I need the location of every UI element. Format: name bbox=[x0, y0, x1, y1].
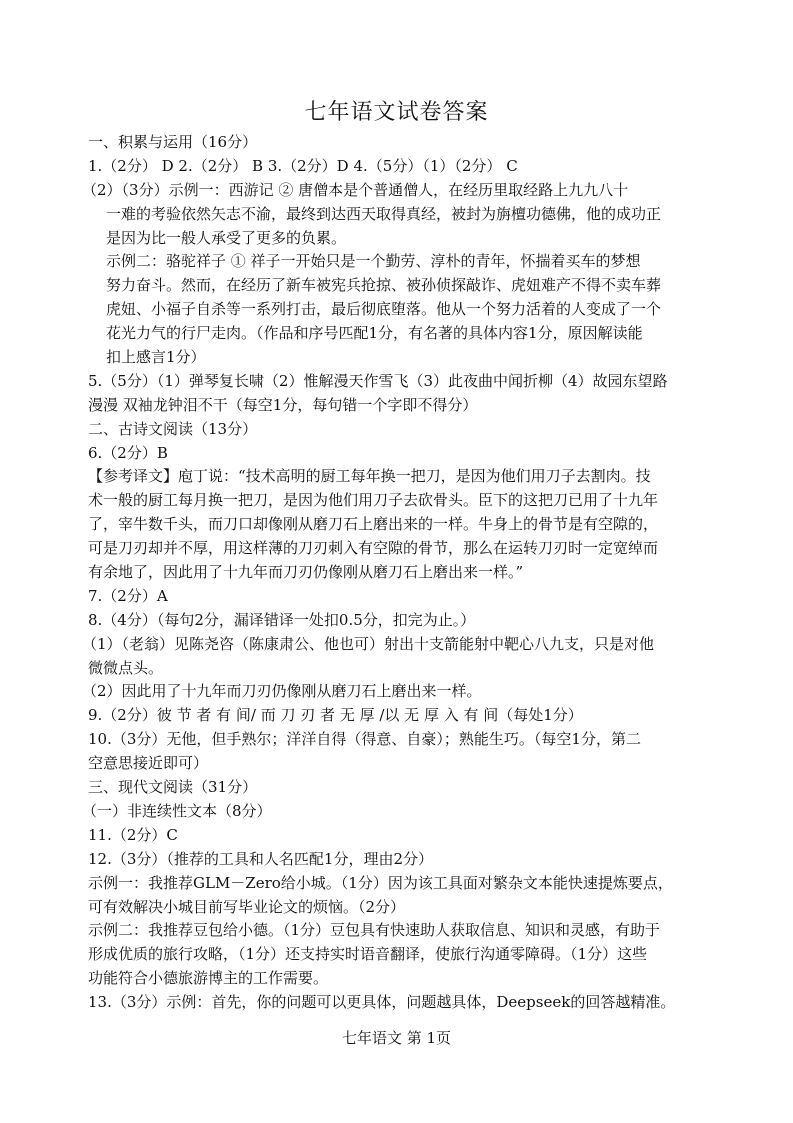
answer-line: 功能符合小德旅游博主的工作需要。 bbox=[88, 969, 329, 988]
answer-line: （1）（老翁）见陈尧咨（陈康肃公、他也可）射出十支箭能射中靶心八九支，只是对他 bbox=[82, 634, 655, 653]
page-title: 七年语文试卷答案 bbox=[304, 100, 489, 125]
answer-line: 9.（2分）彼 节 者 有 间/ 而 刀 刃 者 无 厚 /以 无 厚 入 有 间（每处1分） bbox=[88, 706, 583, 725]
answer-line: 示例二：骆驼祥子 ① 祥子一开始只是一个勤劳、淳朴的青年，怀揣着买车的梦想 bbox=[106, 252, 641, 271]
answer-line: 11.（2分）C bbox=[88, 825, 178, 844]
answer-line: 【参考译文】庖丁说：“技术高明的厨工每年换一把刀，是因为他们用刀子去割肉。技 bbox=[88, 467, 651, 486]
answer-line: 5.（5分）（1）弹琴复长啸（2）惟解漫天作雪飞（3）此夜曲中闻折柳（4）故园东望路 bbox=[88, 371, 668, 390]
answer-line: 形成优质的旅行攻略，（1分）还支持实时语音翻译，使旅行沟通零障碍。（1分）这些 bbox=[88, 945, 648, 964]
subsection-heading: （一）非连续性文本（8分） bbox=[82, 801, 272, 820]
answer-line: 可是刀刃却并不厚，用这样薄的刀刃刺入有空隙的骨节，那么在运转刀刃时一定宽绰而 bbox=[88, 539, 659, 558]
answer-line: 努力奋斗。然而，在经历了新车被宪兵抢掠、被孙侦探敲诈、虎妞难产不得不卖车葬 bbox=[106, 276, 662, 295]
answer-line: 是因为比一般人承受了更多的负累。 bbox=[106, 228, 347, 247]
answer-line: 7.（2分）A bbox=[88, 586, 168, 605]
section-heading: 三、现代文阅读（31分） bbox=[88, 778, 258, 797]
section-heading: 一、积累与运用（16分） bbox=[88, 133, 258, 151]
answer-line: 13.（3分）示例：首先，你的问题可以更具体，问题越具体，Deepseek的回答越精准。 bbox=[88, 993, 676, 1012]
answer-line: 可有效解决小城目前写毕业论文的烦恼。（2分） bbox=[88, 897, 406, 916]
page-footer: 七年语文 第 1页 bbox=[341, 1029, 452, 1047]
answer-body bbox=[82, 131, 716, 1015]
answer-line: 花光力气的行尸走肉。（作品和序号匹配1分，有名著的具体内容1分，原因解读能 bbox=[106, 324, 643, 343]
answer-line: （2）因此用了十九年而刀刃仍像刚从磨刀石上磨出来一样。 bbox=[82, 682, 482, 701]
answer-line: 12.（3分）（推荐的工具和人名匹配1分，理由2分） bbox=[88, 849, 433, 868]
section-heading: 二、古诗文阅读（13分） bbox=[88, 419, 258, 438]
answer-line: 虎妞、小福子自杀等一系列打击，最后彻底堕落。他从一个努力活着的人变成了一个 bbox=[106, 300, 662, 319]
answer-line: 示例二：我推荐豆包给小德。（1分）豆包具有快速助人获取信息、知识和灵感，有助于 bbox=[88, 921, 661, 940]
answer-line: （2）（3分）示例一：西游记 ② 唐僧本是个普通僧人，在经历里取经路上九九八十 bbox=[82, 180, 629, 199]
answer-line: 了，宰牛数千头，而刀口却像刚从磨刀石上磨出来的一样。牛身上的骨节是有空隙的， bbox=[88, 515, 659, 534]
answer-line: 6.（2分）B bbox=[88, 443, 168, 462]
answer-line: 扣上感言1分） bbox=[106, 348, 206, 367]
answer-line: 一难的考验依然矢志不渝，最终到达西天取得真经，被封为旃檀功德佛，他的成功正 bbox=[106, 204, 662, 223]
answer-line: 术一般的厨工每月换一把刀，是因为他们用刀子去砍骨头。臣下的这把刀已用了十九年 bbox=[88, 491, 659, 510]
answer-line: 1.（2分） D 2.（2分） B 3.（2分）D 4.（5分）（1）（2分） C bbox=[88, 156, 518, 175]
answer-line: 有余地了，因此用了十九年而刀刃仍像刚从磨刀石上磨出来一样。” bbox=[88, 563, 524, 582]
answer-line: 微微点头。 bbox=[88, 658, 164, 677]
answer-line: 示例一：我推荐GLM－Zero给小城。（1分）因为该工具面对繁杂文本能快速提炼要点， bbox=[88, 873, 673, 892]
answer-line: 漫漫 双袖龙钟泪不干（每空1分，每句错一个字即不得分） bbox=[88, 395, 478, 414]
answer-line: 8.（4分）（每句2分，漏译错译一处扣0.5分，扣完为止。） bbox=[88, 610, 476, 629]
answer-line: 空意思接近即可） bbox=[88, 754, 209, 773]
answer-line: 10.（3分）无他，但手熟尔；洋洋自得（得意、自豪）；熟能生巧。（每空1分，第二 bbox=[88, 730, 641, 749]
